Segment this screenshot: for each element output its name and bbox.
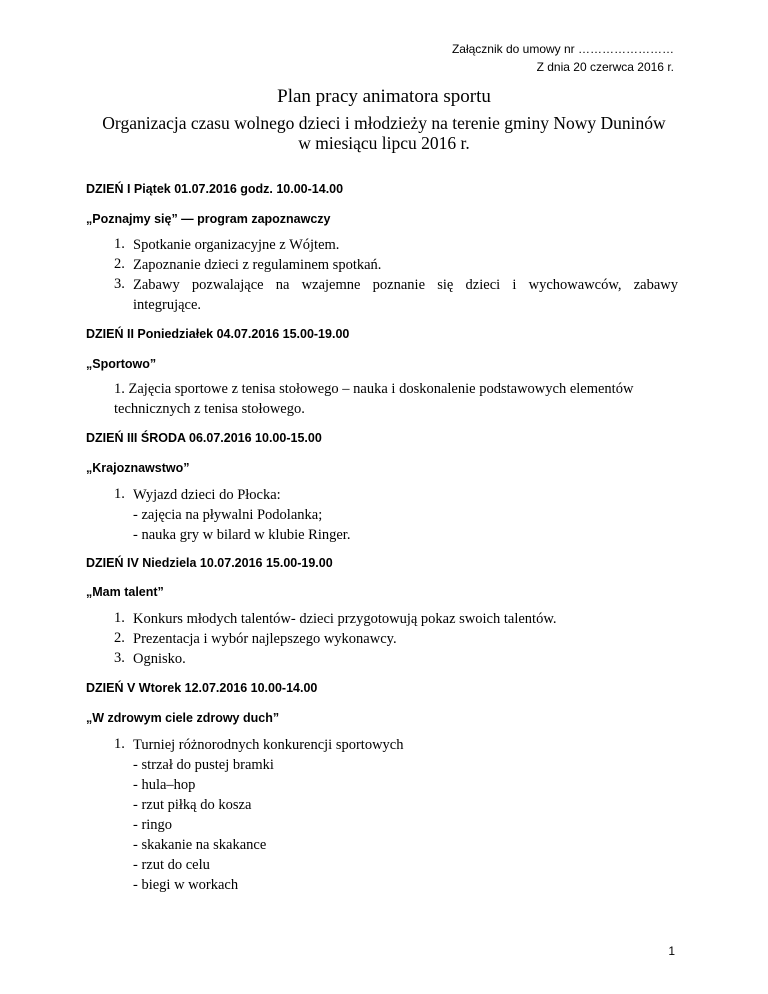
list-item-continuation: technicznych z tenisa stołowego. — [114, 401, 305, 417]
list-subitem: - hula–hop — [133, 777, 196, 793]
list-item: Wyjazd dzieci do Płocka: — [133, 487, 281, 503]
list-subitem: - zajęcia na pływalni Podolanka; — [133, 507, 323, 523]
list-item: Spotkanie organizacyjne z Wójtem. — [133, 237, 340, 253]
day-3-theme: „Krajoznawstwo” — [86, 461, 190, 475]
day-2-theme: „Sportowo” — [86, 357, 157, 371]
list-item: Zabawy pozwalające na wzajemne poznanie się dzieci i wychowawców, zabawy — [133, 277, 678, 293]
annex-reference: Załącznik do umowy nr …………………… — [451, 42, 674, 56]
day-1-heading: DZIEŃ I Piątek 01.07.2016 godz. 10.00-14.00 — [86, 182, 344, 196]
list-item: Ognisko. — [133, 651, 186, 667]
day-3-heading: DZIEŃ III ŚRODA 06.07.2016 10.00-15.00 — [86, 431, 322, 445]
list-item: Zapoznanie dzieci z regulaminem spotkań. — [133, 257, 382, 273]
list-subitem: - rzut do celu — [133, 857, 210, 873]
day-1-theme: „Poznajmy się” — program zapoznawczy — [86, 212, 331, 226]
list-number: 2. — [114, 630, 125, 646]
list-item: Prezentacja i wybór najlepszego wykonawcy. — [133, 631, 397, 647]
day-4-theme: „Mam talent” — [86, 585, 164, 599]
list-number: 1. — [114, 610, 125, 626]
day-5-heading: DZIEŃ V Wtorek 12.07.2016 10.00-14.00 — [86, 681, 318, 695]
list-item-continuation: integrujące. — [133, 297, 202, 313]
list-number: 1. — [114, 486, 125, 502]
list-number: 3. — [114, 650, 125, 666]
list-subitem: - skakanie na skakance — [133, 837, 267, 853]
document-subtitle-line2: w miesiącu lipcu 2016 r. — [298, 133, 470, 153]
list-subitem: - biegi w workach — [133, 877, 239, 893]
list-number: 3. — [114, 276, 125, 292]
list-item: 1. Zajęcia sportowe z tenisa stołowego – nauka i doskonalenie podstawowych elementów — [114, 381, 634, 397]
day-2-heading: DZIEŃ II Poniedziałek 04.07.2016 15.00-19.00 — [86, 327, 350, 341]
annex-date: Z dnia 20 czerwca 2016 r. — [536, 60, 674, 74]
list-number: 1. — [114, 736, 125, 752]
document-subtitle-line1: Organizacja czasu wolnego dzieci i młodzieży na terenie gminy Nowy Duninów — [102, 113, 666, 133]
list-subitem: - rzut piłką do kosza — [133, 797, 252, 813]
list-subitem: - ringo — [133, 817, 173, 833]
document-title: Plan pracy animatora sportu — [277, 86, 491, 107]
day-5-theme: „W zdrowym ciele zdrowy duch” — [86, 711, 280, 725]
list-item: Turniej różnorodnych konkurencji sportowych — [133, 737, 404, 753]
day-4-heading: DZIEŃ IV Niedziela 10.07.2016 15.00-19.00 — [86, 556, 333, 570]
list-subitem: - strzał do pustej bramki — [133, 757, 274, 773]
list-number: 2. — [114, 256, 125, 272]
list-subitem: - nauka gry w bilard w klubie Ringer. — [133, 527, 351, 543]
list-item: Konkurs młodych talentów- dzieci przygotowują pokaz swoich talentów. — [133, 611, 557, 627]
page-number: 1 — [668, 944, 675, 958]
list-number: 1. — [114, 236, 125, 252]
